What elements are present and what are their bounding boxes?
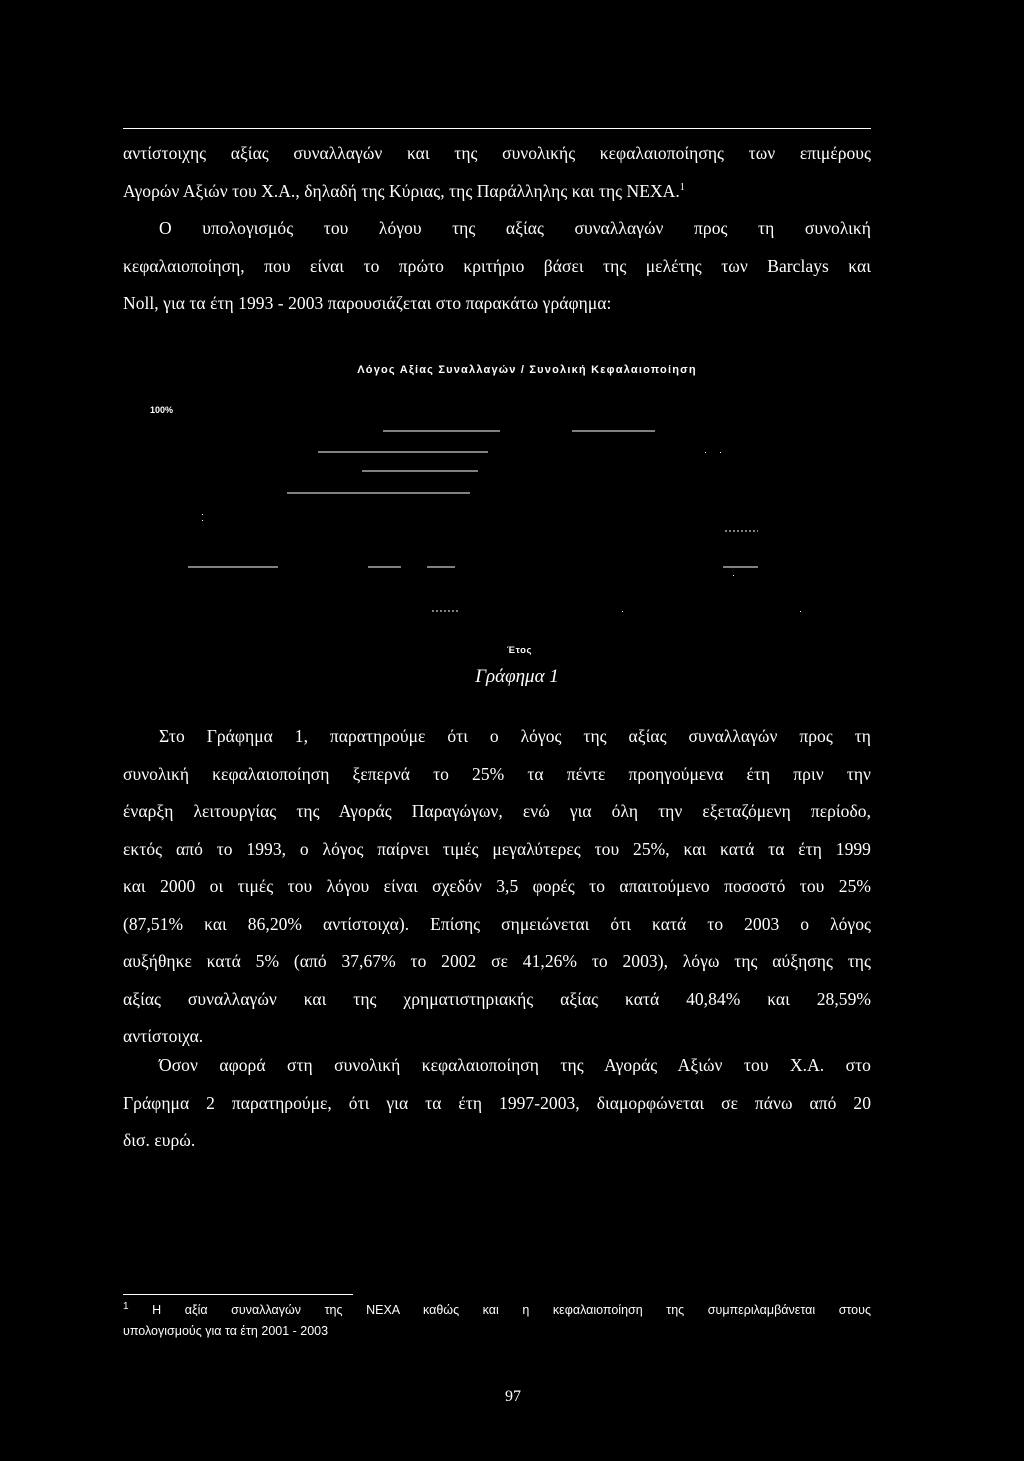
speck <box>720 452 721 453</box>
text-line: αντίστοιχης αξίας συναλλαγών και της συνολικής κεφαλαιοποίησης των επιμέρους <box>123 143 871 163</box>
text-line: (87,51% και 86,20% αντίστοιχα). Επίσης σημειώνεται ότι κατά το 2003 ο λόγος <box>123 913 871 934</box>
footnote-marker: 1 <box>123 1300 129 1312</box>
text-line-content: Αγορών Αξιών του Χ.Α., δηλαδή της Κύριας, της Παράλληλης και της ΝΕΧΑ. <box>123 180 680 201</box>
text-line: αξίας συναλλαγών και της χρηματιστηριακής αξίας κατά 40,84% και 28,59% <box>123 988 871 1009</box>
speck <box>202 514 203 515</box>
text-line: δισ. ευρώ. <box>123 1130 196 1150</box>
footnote-rule <box>123 1294 353 1295</box>
text-line: Όσον αφορά στη συνολική κεφαλαιοποίηση της Αγοράς Αξιών του Χ.Α. στο <box>159 1055 871 1075</box>
chart-gridlines <box>188 431 758 611</box>
footnote <box>123 1300 871 1342</box>
chart-x-axis-label: Έτος <box>506 645 533 656</box>
text-line: Noll, για τα έτη 1993 - 2003 παρουσιάζεται στο παρακάτω γράφημα: <box>123 293 612 313</box>
text-line: Στο Γράφημα 1, παρατηρούμε ότι ο λόγος της αξίας συναλλαγών προς τη <box>159 726 871 746</box>
paragraph-analysis <box>123 718 871 1056</box>
text-line: εκτός από το 1993, ο λόγος παίρνει τιμές μεγαλύτερες του 25%, και κατά τα έτη 1999 <box>123 838 871 859</box>
speck <box>705 452 706 453</box>
text-line: αυξήθηκε κατά 5% (από 37,67% το 2002 σε 41,26% το 2003), λόγω της αύξησης της <box>123 951 871 971</box>
chart-title: Λόγος Αξίας Συναλλαγών / Συνολική Κεφαλαιοποίηση <box>357 364 697 376</box>
speck <box>800 611 801 612</box>
text-line: αντίστοιχα. <box>123 1026 204 1046</box>
chart-y-tick-label: 100% <box>150 405 174 415</box>
chart-specks <box>202 452 801 612</box>
text-line: Ο υπολογισμός του λόγου της αξίας συναλλαγών προς τη συνολική <box>159 218 871 238</box>
paragraph-capitalization <box>123 1047 871 1160</box>
speck <box>733 575 734 576</box>
text-line: έναρξη λειτουργίας της Αγοράς Παραγώγων, ενώ για όλη την εξεταζόμενη περίοδο, <box>123 801 871 821</box>
speck <box>622 611 623 612</box>
text-line: συνολική κεφαλαιοποίηση ξεπερνά το 25% τα πέντε προηγούμενα έτη πριν την <box>123 763 871 784</box>
page-number: 97 <box>505 1388 521 1405</box>
text-line: Γράφημα 2 παρατηρούμε, ότι για τα έτη 1997-2003, διαμορφώνεται σε πάνω από 20 <box>123 1092 871 1113</box>
speck <box>202 520 203 521</box>
footnote-line <box>123 1300 871 1321</box>
text-line: και 2000 οι τιμές του λόγου είναι σχεδόν 3,5 φορές το απαιτούμενο ποσοστό του 25% <box>123 876 871 896</box>
footnote-line-content: Η αξία συναλλαγών της ΝΕΧΑ καθώς και η κεφαλαιοποίηση της συμπεριλαμβάνεται στους <box>152 1303 871 1317</box>
text-line: κεφαλαιοποίηση, που είναι το πρώτο κριτήριο βάσει της μελέτης των Barclays και <box>123 255 871 276</box>
footnote-line: υπολογισμούς για τα έτη 2001 - 2003 <box>123 1324 329 1338</box>
figure-caption: Γράφημα 1 <box>475 666 559 687</box>
footnote-reference: 1 <box>679 181 685 193</box>
